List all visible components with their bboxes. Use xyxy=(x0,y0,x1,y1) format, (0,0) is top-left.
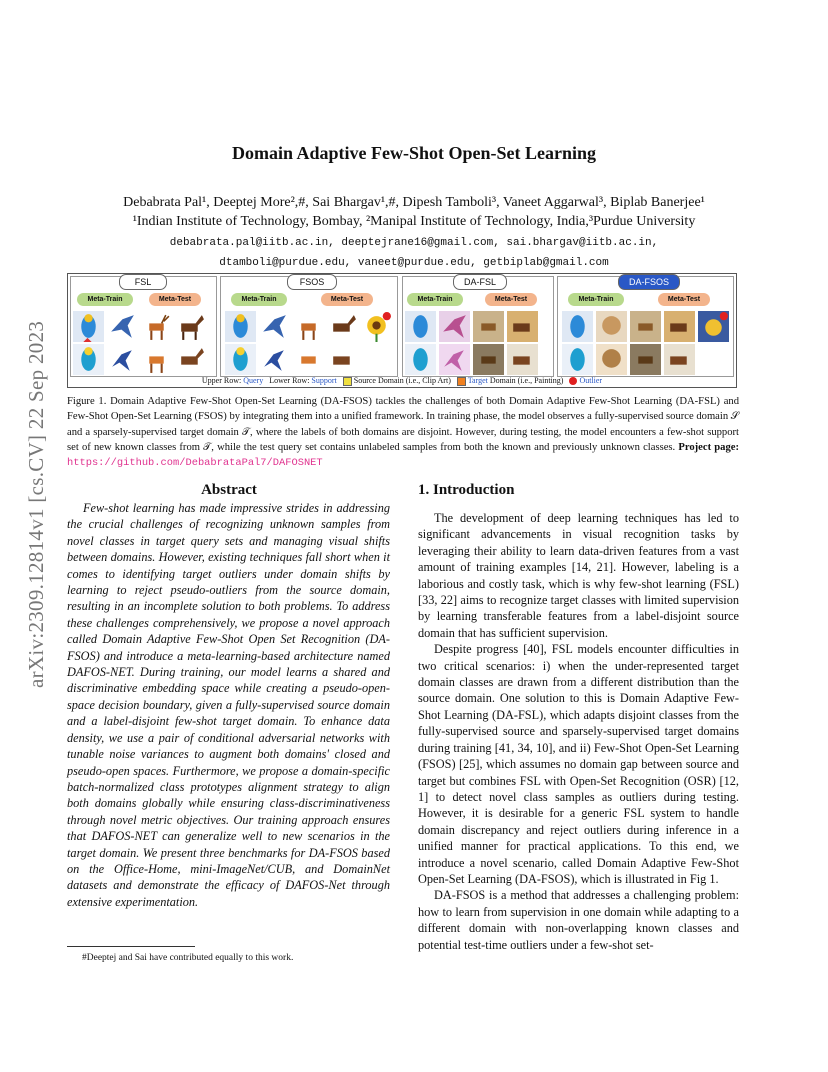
source-domain-icon xyxy=(343,377,352,386)
email-line-1: debabrata.pal@iitb.ac.in, deeptejrane16@gmail.com, sai.bhargav@iitb.ac.in, xyxy=(169,237,659,249)
intro-paragraph-3: DA-FSOS is a method that addresses a challenging problem: how to learn from supervision in one domain while adapting to a different domain with non-overlapping known classes and potential test-time outliers under a few-shot set- xyxy=(418,888,739,952)
painted-deer-image xyxy=(630,344,661,375)
panel-tag: DA-FSL xyxy=(453,274,507,290)
meta-test-label: Meta-Test xyxy=(485,293,537,306)
affiliations: ¹Indian Institute of Technology, Bombay, ²Manipal Institute of Technology, India,³Purdue University xyxy=(132,214,696,229)
project-page-link[interactable]: https://github.com/DebabrataPal7/DAFOSNET xyxy=(67,457,323,470)
horse-image xyxy=(175,344,206,375)
meta-train-label: Meta-Train xyxy=(77,293,133,306)
meta-test-label: Meta-Test xyxy=(321,293,373,306)
panel-fsos xyxy=(220,276,398,377)
intro-paragraph-1: The development of deep learning techniques has led to significant advancements in visual recognition tasks by leveraging their ability to learn data-driven features from a vast amount of training examples [14, 21]. However, labeling is a laborious and costly task, which is why few-shot learning (FSL) [33, 22] aims to recognize target classes with limited supervision by learning transferable features from a label-disjoint source domain that has sufficient supervision. xyxy=(418,511,739,640)
target-domain-icon xyxy=(457,377,466,386)
parrot-image xyxy=(562,344,593,375)
sunflower-outlier-image xyxy=(361,311,392,342)
horse-image xyxy=(327,311,358,342)
painted-horse-image xyxy=(664,311,695,342)
panel-da-fsos xyxy=(557,276,734,377)
figure-legend: Upper Row: Query Lower Row: Support Source Domain (i.e., Clip Art) Target Domain (i.e., Painting) Outlier xyxy=(201,376,603,385)
author-list: Debabrata Pal¹, Deeptej More²,#, Sai Bhargav¹,#, Dipesh Tamboli³, Vaneet Aggarwal³, Biplab Banerjee¹ xyxy=(123,195,705,210)
panel-tag: FSL xyxy=(119,274,167,290)
figure-caption: Figure 1. Domain Adaptive Few-Shot Open-Set Learning (DA-FSOS) tackles the challenges of both Domain Adaptive Few-Shot Learning (DA-FSL) and Few-Shot Open-Set Learning (FSOS) by integrating them into a unified framework. In training phase, the model observes a fully-supervised source domain 𝒮 and a sparsely-supervised target domain 𝒯, where the labels of both domains are disjoint. However, during testing, the model encounters a few-shot support set of new known classes from 𝒯, while the test query set contains unlabeled samples from both the known and previously unknown classes. Project page: https://github.com/DebabrataPal7/DAFOSNET xyxy=(67,396,739,470)
figure-1 xyxy=(67,273,737,388)
horse-image xyxy=(327,344,358,375)
bird-image xyxy=(259,311,290,342)
deer-image xyxy=(141,344,172,375)
meta-train-label: Meta-Train xyxy=(568,293,624,306)
deer-image xyxy=(293,344,324,375)
parrot-image xyxy=(73,344,104,375)
meta-test-label: Meta-Test xyxy=(658,293,710,306)
meta-test-label: Meta-Test xyxy=(149,293,201,306)
painted-deer-image xyxy=(630,311,661,342)
parrot-image xyxy=(562,311,593,342)
panel-tag: FSOS xyxy=(287,274,337,290)
paper-title: Domain Adaptive Few-Shot Open-Set Learning xyxy=(231,143,597,163)
bird-image xyxy=(259,344,290,375)
painted-horse-image xyxy=(507,344,538,375)
parrot-image xyxy=(225,311,256,342)
email-line-2: dtamboli@purdue.edu, vaneet@purdue.edu, getbiplab@gmail.com xyxy=(219,257,609,269)
painted-deer-image xyxy=(473,344,504,375)
meta-train-label: Meta-Train xyxy=(231,293,287,306)
panel-fsl xyxy=(70,276,217,377)
painted-bird-image xyxy=(439,311,470,342)
panel-da-fsl xyxy=(402,276,554,377)
panel-tag: DA-FSOS xyxy=(618,274,680,290)
horse-image xyxy=(175,311,206,342)
painted-sunflower-outlier-image xyxy=(698,311,729,342)
parrot-image xyxy=(73,311,104,342)
painted-dog-image xyxy=(596,344,627,375)
painted-deer-image xyxy=(473,311,504,342)
deer-image xyxy=(293,311,324,342)
introduction-heading: 1. Introduction xyxy=(418,482,515,498)
painted-horse-image xyxy=(664,344,695,375)
footnote-rule xyxy=(67,946,195,947)
parrot-image xyxy=(405,311,436,342)
arxiv-stamp: arXiv:2309.12814v1 [cs.CV] 22 Sep 2023 xyxy=(24,320,48,688)
painted-bird-image xyxy=(439,344,470,375)
abstract-heading: Abstract xyxy=(201,482,257,498)
parrot-image xyxy=(405,344,436,375)
painted-horse-image xyxy=(507,311,538,342)
meta-train-label: Meta-Train xyxy=(407,293,463,306)
painted-dog-image xyxy=(596,311,627,342)
deer-image xyxy=(141,311,172,342)
outlier-icon xyxy=(569,377,577,385)
footnote: #Deeptej and Sai have contributed equally to this work. xyxy=(82,953,294,963)
parrot-image xyxy=(225,344,256,375)
bird-image xyxy=(107,311,138,342)
bird-image xyxy=(107,344,138,375)
intro-paragraph-2: Despite progress [40], FSL models encounter difficulties in two critical scenarios: i) when the under-represented target domain classes are drawn from a different distribution than the source domain. One solution to this is Domain Adaptive Few-Shot Learning (DA-FSL), which adapts disjoint classes from the fully-supervised source and sparsely-supervised target domains during training [41, 34, 10], and ii) Few-Shot Open-Set Learning (FSOS) [25], which assumes no domain gap between source and target but combines FSL with Open-Set Recognition (OSR) [12, 1] to detect novel class samples as outliers during testing. However, it is desirable for a generic FSL system to handle domain discrepancy and reject outliers during inference in a unified manner for practical applications. To this end, we introduce a novel scenario, called Domain Adaptive Few-Shot Open-Set Learning (DA-FSOS), which is illustrated in Fig 1. xyxy=(418,642,739,886)
introduction-text xyxy=(418,510,739,953)
abstract-text: Few-shot learning has made impressive strides in addressing the crucial challenges of recognizing unknown samples from novel classes in target query sets and managing visual shifts between domains. However, existing techniques fall short when it comes to identifying target outliers under domain shifts by learning to reject pseudo-outliers from the source domain, resulting in an incomplete solution to both problems. To address these challenges comprehensively, we propose a novel approach called Domain Adaptive Few-Shot Open Set Recognition (DA-FSOS) and introduce a meta-learning-based architecture named DAFOS-NET. During training, our model learns a shared and discriminative embedding space while creating a pseudo-open-space decision boundary, given a fully-supervised source domain and a label-disjoint few-shot target domain. To enhance data density, we use a pair of conditional adversarial networks with tunable noise variances to augment both domains' closed and pseudo-open spaces. Furthermore, we propose a domain-specific batch-normalized class prototypes alignment strategy to align both domains globally while ensuring class-discriminativeness through novel metric objectives. Our training approach ensures that DAFOS-NET can generalize well to new scenarios in the target domain. We present three benchmarks for DA-FSOS based on the Office-Home, mini-ImageNet/CUB, and DomainNet datasets and demonstrate the efficacy of DAFOS-Net through extensive experimentation. xyxy=(67,501,390,909)
